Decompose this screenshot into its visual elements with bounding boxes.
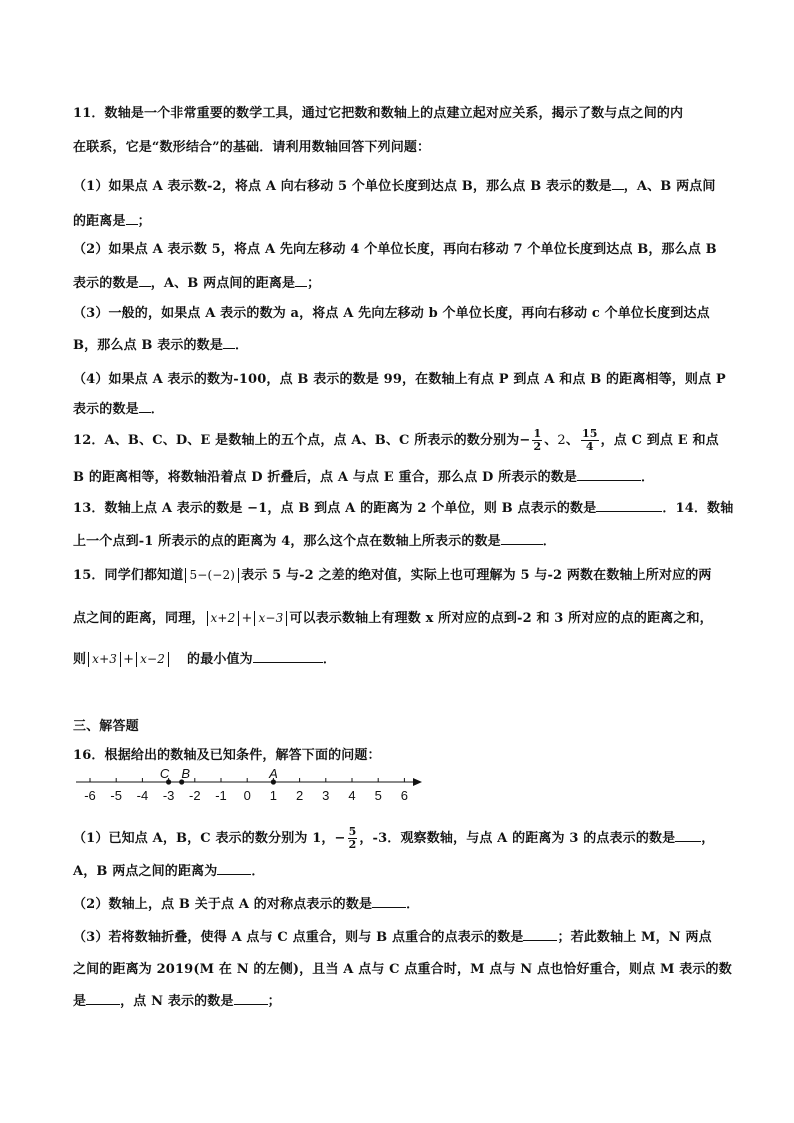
q15-text-g: ． bbox=[322, 652, 336, 667]
q14-text-c: 上一个点到-1 所表示的点的距离为 4，那么这个点在数轴上所表示的数是 bbox=[73, 534, 501, 549]
axis-tick-label: 0 bbox=[243, 788, 251, 803]
q11-part3-text-b: B，那么点 B 表示的数是 bbox=[73, 338, 223, 353]
axis-tick-label: 6 bbox=[400, 788, 409, 803]
q11-part1-text-b: ，A、B 两点间 bbox=[623, 179, 716, 194]
absolute-value-expression: x+3 bbox=[88, 652, 121, 667]
fraction-denominator: 4 bbox=[585, 440, 594, 453]
arrowhead-icon bbox=[413, 778, 422, 786]
q16-text-p2a: （2）数轴上，点 B 关于点 A 的对称点表示的数是 bbox=[73, 897, 373, 912]
q11-line-2: 在联系，它是“数形结合”的基础．请利用数轴回答下列问题： bbox=[73, 140, 431, 155]
q11-line-1: 11．数轴是一个非常重要的数学工具，通过它把数和数轴上的点建立起对应关系，揭示了数与点之间的内 bbox=[73, 106, 684, 121]
q15-line-2 bbox=[73, 607, 713, 626]
section-heading: 三、解答题 bbox=[73, 719, 139, 734]
answer-blank[interactable] bbox=[139, 274, 151, 287]
q11-part4: （4）如果点 A 表示的数为-100，点 B 表示的数是 99，在数轴上有点 P 到点 A 和点 B 的距离相等，则点 P bbox=[73, 372, 726, 387]
q16-text-p1e: ． bbox=[251, 864, 265, 879]
q11-part1-text-d: ； bbox=[137, 214, 151, 229]
q15-text-b: 表示 5 与-2 之差的绝对值，实际上也可理解为 5 与-2 两数在数轴上所对应的两 bbox=[241, 568, 712, 583]
answer-blank[interactable] bbox=[501, 532, 543, 545]
q15-text-d: 可以表示数轴上有理数 x 所对应的点到-2 和 3 所对应的点的距离之和， bbox=[289, 611, 713, 626]
axis-tick-label: -1 bbox=[215, 788, 227, 803]
q11-part3-text-c: ． bbox=[234, 338, 249, 353]
q11-part2-cont bbox=[73, 272, 320, 291]
answer-blank[interactable] bbox=[126, 212, 138, 225]
q16-part3-cont-2 bbox=[73, 990, 281, 1009]
absolute-value-expression: x+2 bbox=[207, 611, 240, 626]
answer-blank[interactable] bbox=[372, 895, 406, 908]
answer-blank[interactable] bbox=[577, 468, 641, 481]
q13-line-1 bbox=[73, 497, 733, 516]
q11-part1-cont bbox=[73, 210, 151, 229]
q12-sep-2: 、 bbox=[565, 433, 579, 448]
q13-text-a: 13．数轴上点 A 表示的数是 −1，点 B 到点 A 的距离为 2 个单位，则 B 点表示的数是 bbox=[73, 501, 597, 516]
q15-line-3 bbox=[73, 648, 336, 667]
q15-line-1 bbox=[73, 564, 712, 583]
q11-part4-cont bbox=[73, 398, 164, 417]
answer-blank[interactable] bbox=[253, 650, 323, 663]
q16-part3 bbox=[73, 926, 712, 945]
answer-blank[interactable] bbox=[139, 400, 151, 413]
q14-text-d: ． bbox=[542, 534, 556, 549]
q16-part1 bbox=[73, 826, 714, 851]
point-label-c: C bbox=[159, 768, 170, 781]
q11-part4-text-b: 表示的数是 bbox=[73, 402, 139, 417]
q11-part2-text-d: ； bbox=[307, 276, 321, 291]
q11-part2: （2）如果点 A 表示数 5，将点 A 先向左移动 4 个单位长度，再向右移动 7 个单位长度到达点 B，那么点 B bbox=[73, 242, 717, 257]
answer-blank[interactable] bbox=[675, 829, 701, 842]
q16-part1-cont bbox=[73, 860, 265, 879]
q11-part1-text-c: 的距离是 bbox=[73, 214, 126, 229]
axis-tick-label: 5 bbox=[374, 788, 382, 803]
q11-part2-text-b: 表示的数是 bbox=[73, 276, 139, 291]
q12-neg-sign: − bbox=[519, 433, 531, 448]
q12-line-1 bbox=[73, 428, 719, 453]
answer-blank[interactable] bbox=[295, 274, 307, 287]
fraction-denominator: 2 bbox=[533, 440, 542, 453]
axis-tick-label: -3 bbox=[162, 788, 175, 803]
q12-text-a: 12．A、B、C、D、E 是数轴上的五个点，点 A、B、C 所表示的数分别为 bbox=[73, 433, 520, 448]
q13-text-b: ．14．数轴 bbox=[662, 501, 734, 516]
plus-sign: + bbox=[241, 611, 253, 626]
axis-tick-label: -5 bbox=[110, 788, 122, 803]
answer-blank[interactable] bbox=[234, 992, 268, 1005]
axis-tick-label: 3 bbox=[322, 788, 330, 803]
absolute-value-expression: x−3 bbox=[254, 611, 287, 626]
q11-part1 bbox=[73, 175, 716, 194]
q15-text-a: 15．同学们都知道 bbox=[73, 568, 184, 583]
q15-text-c: 点之间的距离，同理， bbox=[73, 611, 205, 626]
axis-tick-label: 1 bbox=[269, 788, 278, 803]
q16-text-p2b: ． bbox=[406, 897, 420, 912]
q12-sep-1: 、 bbox=[544, 433, 558, 448]
answer-blank[interactable] bbox=[223, 336, 235, 349]
q11-part3-cont bbox=[73, 334, 248, 353]
answer-blank[interactable] bbox=[523, 928, 557, 941]
fraction-five-halves bbox=[348, 826, 358, 851]
q16-text-p1d: A，B 两点之间的距离为 bbox=[73, 864, 218, 879]
answer-blank[interactable] bbox=[612, 177, 624, 190]
q14-line bbox=[73, 530, 556, 549]
q15-text-f: 的最小值为 bbox=[187, 652, 253, 667]
fraction-numerator: 5 bbox=[348, 825, 357, 838]
answer-blank[interactable] bbox=[86, 992, 120, 1005]
fraction-numerator: 15 bbox=[582, 427, 598, 440]
q12-text-d: ． bbox=[641, 470, 655, 485]
q12-value-two: 2 bbox=[557, 433, 566, 448]
q16-text-p3e: ，点 N 表示的数是 bbox=[120, 994, 234, 1009]
answer-blank[interactable] bbox=[217, 862, 251, 875]
q16-text-p3f: ； bbox=[267, 994, 281, 1009]
q16-text-p3d: 是 bbox=[73, 994, 87, 1009]
axis-tick-label: -6 bbox=[84, 788, 96, 803]
number-line bbox=[70, 768, 430, 812]
fraction-numerator: 1 bbox=[533, 427, 542, 440]
q16-text-p3a: （3）若将数轴折叠，使得 A 点与 C 点重合，则与 B 点重合的点表示的数是 bbox=[73, 930, 524, 945]
axis-tick-label: -4 bbox=[136, 788, 149, 803]
axis-tick-label: 4 bbox=[348, 788, 356, 803]
fraction-denominator: 2 bbox=[348, 838, 357, 851]
q16-neg-sign: − bbox=[334, 831, 346, 846]
q12-line-2 bbox=[73, 466, 654, 485]
q16-text-p3b: ；若此数轴上 M，N 两点 bbox=[557, 930, 712, 945]
q11-part2-text-c: ，A、B 两点间的距离是 bbox=[150, 276, 296, 291]
q16-text-p1c: ， bbox=[701, 831, 715, 846]
q15-text-e: 则 bbox=[73, 652, 87, 667]
answer-blank[interactable] bbox=[596, 499, 662, 512]
q16-part3-cont: 之间的距离为 2019(M 在 N 的左侧)，且当 A 点与 C 点重合时，M 点与 N 点也恰好重合，则点 M 表示的数 bbox=[73, 962, 732, 977]
fraction-fifteen-quarters bbox=[581, 428, 599, 453]
absolute-value-expression: x−2 bbox=[136, 652, 169, 667]
point-label-b: B bbox=[181, 768, 191, 781]
q16-text-p1a: （1）已知点 A，B，C 表示的数分别为 1， bbox=[73, 831, 335, 846]
q16-part2 bbox=[73, 893, 419, 912]
q11-part1-text: （1）如果点 A 表示数-2，将点 A 向右移动 5 个单位长度到达点 B，那么点 B 表示的数是 bbox=[73, 179, 612, 194]
q16-text-p1b: ，-3．观察数轴，与点 A 的距离为 3 的点表示的数是 bbox=[359, 831, 676, 846]
q11-part3: （3）一般的，如果点 A 表示的数为 a，将点 A 先向左移动 b 个单位长度，再向右移动 c 个单位长度到达点 bbox=[73, 306, 710, 321]
point-label-a: A bbox=[269, 768, 278, 781]
axis-tick-label: -2 bbox=[189, 788, 201, 803]
absolute-value-expression: 5−(−2) bbox=[185, 568, 239, 583]
q12-text-b: ，点 C 到点 E 和点 bbox=[600, 433, 719, 448]
axis-tick-label: 2 bbox=[295, 788, 304, 803]
q11-part4-text-c: ． bbox=[150, 402, 164, 417]
plus-sign: + bbox=[123, 652, 135, 667]
fraction-one-half bbox=[532, 428, 542, 453]
q16-title: 16．根据给出的数轴及已知条件，解答下面的问题： bbox=[73, 748, 381, 763]
q12-text-c: B 的距离相等，将数轴沿着点 D 折叠后，点 A 与点 E 重合，那么点 D 所表示的数是 bbox=[73, 470, 578, 485]
